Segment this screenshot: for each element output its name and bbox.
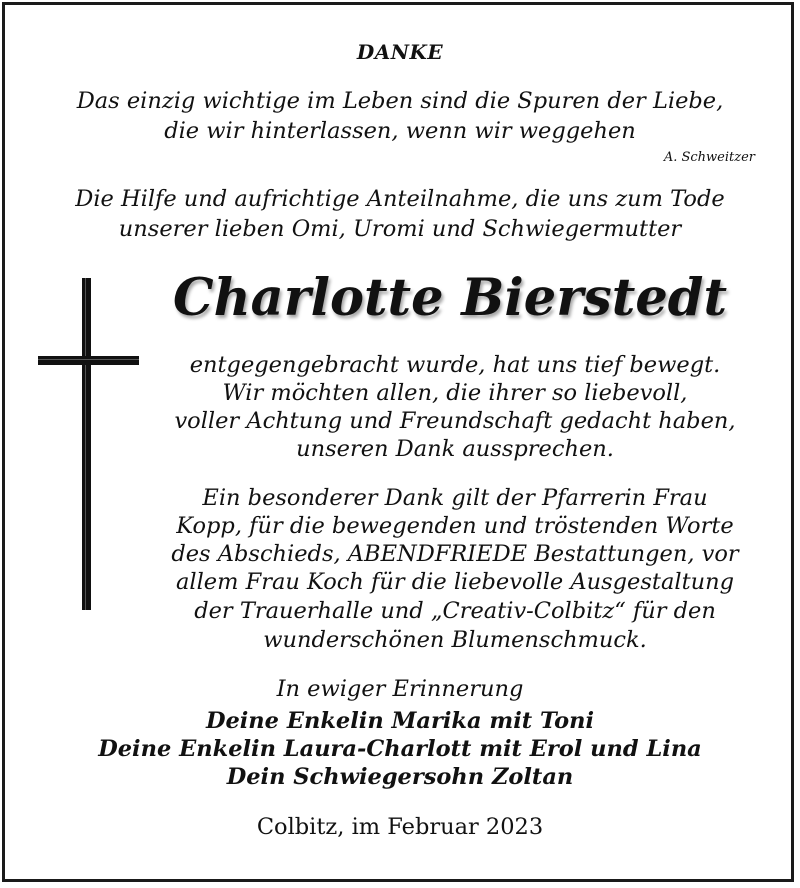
special-thanks-line-6: wunderschönen Blumenschmuck. [263, 627, 647, 653]
special-thanks-line-5: der Trauerhalle und „Creativ-Colbitz“ für den [194, 598, 716, 624]
special-thanks-line-3: des Abschieds, ABENDFRIEDE Bestattungen, vor [171, 541, 739, 567]
thanks-line-2: Wir möchten allen, die ihrer so liebevoll, [222, 380, 688, 406]
quote-author: A. Schweitzer [663, 150, 755, 165]
thanks-line-3: voller Achtung und Freundschaft gedacht haben, [174, 408, 736, 434]
family-line-3: Dein Schwiegersohn Zoltan [226, 764, 574, 790]
cross-icon-bar [38, 356, 139, 365]
deceased-name: Charlotte Bierstedt [172, 268, 728, 328]
quote-line-1: Das einzig wichtige im Leben sind die Spuren der Liebe, [76, 88, 724, 114]
special-thanks-line-4: allem Frau Koch für die liebevolle Ausgestaltung [176, 569, 734, 595]
cross-icon [82, 278, 91, 610]
intro-line-1: Die Hilfe und aufrichtige Anteilnahme, die uns zum Tode [75, 186, 725, 212]
intro-line-2: unserer lieben Omi, Uromi und Schwiegermutter [118, 216, 682, 242]
thanks-line-4: unseren Dank aussprechen. [296, 436, 614, 462]
thanks-line-1: entgegengebracht wurde, hat uns tief bewegt. [189, 352, 721, 378]
place-date: Colbitz, im Februar 2023 [256, 814, 544, 840]
memory-line: In ewiger Erinnerung [276, 676, 524, 702]
special-thanks-line-1: Ein besonderer Dank gilt der Pfarrerin Frau [202, 485, 708, 511]
family-line-2: Deine Enkelin Laura-Charlott mit Erol und Lina [98, 736, 702, 762]
quote-line-2: die wir hinterlassen, wenn wir weggehen [164, 118, 636, 144]
special-thanks-line-2: Kopp, für die bewegenden und tröstenden Worte [176, 513, 734, 539]
notice-title: DANKE [356, 40, 444, 64]
family-line-1: Deine Enkelin Marika mit Toni [205, 708, 595, 734]
